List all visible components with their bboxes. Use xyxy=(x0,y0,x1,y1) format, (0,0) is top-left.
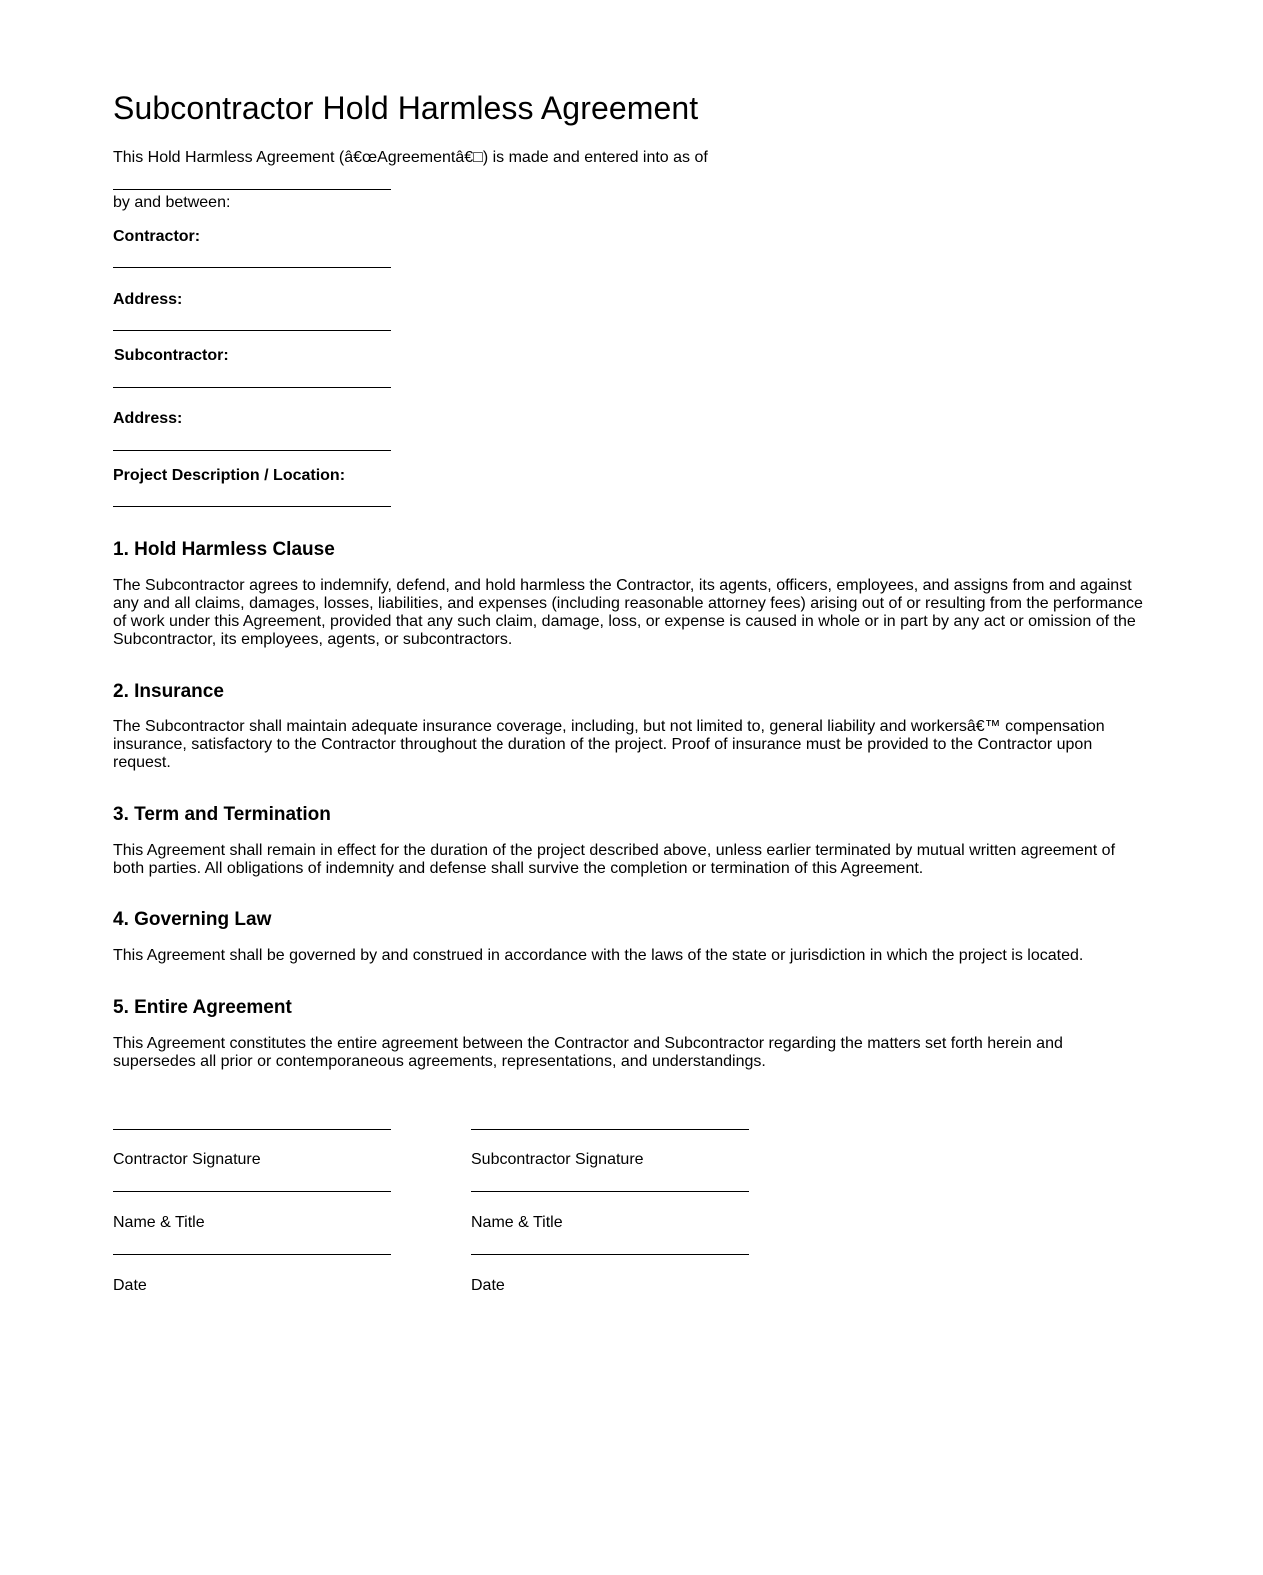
contractor-signature-label: Contractor Signature xyxy=(113,1151,261,1168)
subcontractor-label: Subcontractor: xyxy=(114,347,229,364)
intro-text: This Hold Harmless Agreement (â€œAgreementâ€□) is made and entered into as of xyxy=(113,149,708,166)
contractor-name-title-label: Name & Title xyxy=(113,1214,205,1231)
date-line[interactable] xyxy=(113,189,391,190)
section-heading-term: 3. Term and Termination xyxy=(113,804,331,825)
section-heading-insurance: 2. Insurance xyxy=(113,681,224,702)
subcontractor-address-label: Address: xyxy=(113,410,183,427)
project-description-label: Project Description / Location: xyxy=(113,467,346,484)
contractor-address-line[interactable] xyxy=(113,330,391,331)
contractor-date-label: Date xyxy=(113,1277,147,1294)
contractor-date-line[interactable] xyxy=(113,1254,391,1255)
contractor-label: Contractor: xyxy=(113,228,201,245)
project-description-line[interactable] xyxy=(113,506,391,507)
section-body-insurance: The Subcontractor shall maintain adequate insurance coverage, including, but not limited to, general liability and workersâ€™ compensation insurance, satisfactory to the Contractor throughout the duration of the project. Proof of insurance must be provided to the Contractor upon request. xyxy=(113,718,1105,771)
section-body-governing-law: This Agreement shall be governed by and construed in accordance with the laws of the state or jurisdiction in which the project is located. xyxy=(113,947,1084,964)
subcontractor-line[interactable] xyxy=(113,387,391,388)
section-heading-governing-law: 4. Governing Law xyxy=(113,909,272,930)
section-heading-hold-harmless: 1. Hold Harmless Clause xyxy=(113,539,335,560)
subcontractor-signature-label: Subcontractor Signature xyxy=(471,1151,644,1168)
by-between-text: by and between: xyxy=(113,194,231,211)
subcontractor-date-label: Date xyxy=(471,1277,505,1294)
subcontractor-name-title-label: Name & Title xyxy=(471,1214,563,1231)
section-heading-entire-agreement: 5. Entire Agreement xyxy=(113,997,292,1018)
contractor-signature-line[interactable] xyxy=(113,1129,391,1130)
subcontractor-signature-line[interactable] xyxy=(471,1129,749,1130)
section-body-term: This Agreement shall remain in effect for the duration of the project described above, unless earlier terminated by mutual written agreement of both parties. All obligations of indemnity and defense shall survive the completion or termination of this Agreement. xyxy=(113,842,1116,877)
contractor-line[interactable] xyxy=(113,267,391,268)
contractor-name-title-line[interactable] xyxy=(113,1191,391,1192)
subcontractor-date-line[interactable] xyxy=(471,1254,749,1255)
section-body-hold-harmless: The Subcontractor agrees to indemnify, defend, and hold harmless the Contractor, its agents, officers, employees, and assigns from and against any and all claims, damages, losses, liabilities, and expenses (including reasonable attorney fees) arising out of or resulting from the performance of work under this Agreement, provided that any such claim, damage, loss, or expense is caused in whole or in part by any act or omission of the Subcontractor, its employees, agents, or subcontractors. xyxy=(113,577,1143,648)
subcontractor-name-title-line[interactable] xyxy=(471,1191,749,1192)
page-title: Subcontractor Hold Harmless Agreement xyxy=(113,90,699,126)
subcontractor-address-line[interactable] xyxy=(113,450,391,451)
contractor-address-label: Address: xyxy=(113,291,183,308)
section-body-entire-agreement: This Agreement constitutes the entire agreement between the Contractor and Subcontractor regarding the matters set forth herein and supersedes all prior or contemporaneous agreements, representations, and understandings. xyxy=(113,1035,1063,1070)
